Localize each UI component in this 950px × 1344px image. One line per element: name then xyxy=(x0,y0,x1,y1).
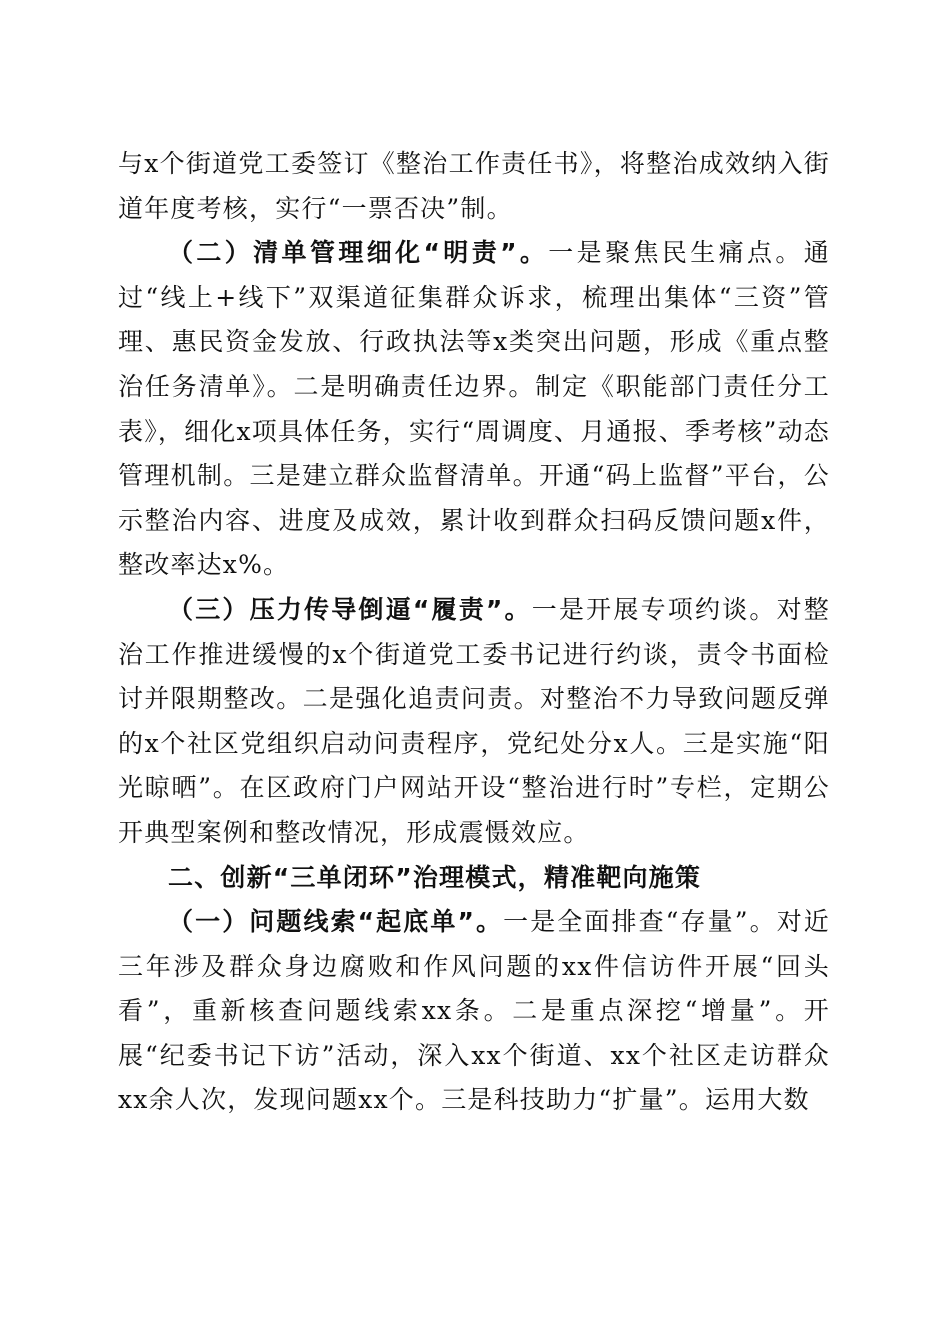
paragraph-text: 一是聚焦民生痛点。通过“线上+线下”双渠道征集群众诉求，梳理出集体“三资”管理、惠民资金发放、行政执法等x类突出问题，形成《重点整治任务清单》。二是明确责任边界。制定《职能部门责任分工表》，细化x项具体任务，实行“周调度、月通报、季考核”动态管理机制。三是建立群众监督清单。开通“码上监督”平台，公示整治内容、进度及成效，累计收到群众扫码反馈问题x件，整改率达x%。 xyxy=(118,238,830,580)
subheading-list-management: （二）清单管理细化“明责”。 xyxy=(168,238,549,268)
subheading-pressure-transfer: （三）压力传导倒逼“履责”。 xyxy=(168,594,532,624)
paragraph-problem-clues xyxy=(118,900,830,1123)
paragraph-list-management xyxy=(118,231,830,588)
paragraph-text: 一是开展专项约谈。对整治工作推进缓慢的x个街道党工委书记进行约谈，责令书面检讨并限期整改。二是强化追责问责。对整治不力导致问题反弹的x个社区党组织启动问责程序，党纪处分x人。三是实施“阳光晾晒”。在区政府门户网站开设“整治进行时”专栏，定期公开典型案例和整改情况，形成震慑效应。 xyxy=(118,594,831,847)
paragraph-text: 一是全面排查“存量”。对近三年涉及群众身边腐败和作风问题的xx件信访件开展“回头看”，重新核查问题线索xx条。二是重点深挖“增量”。开展“纪委书记下访”活动，深入xx个街道、xx个社区走访群众xx余人次，发现问题xx个。三是科技助力“扩量”。运用大数 xyxy=(118,907,830,1115)
paragraph-continuation xyxy=(118,142,830,231)
paragraph-pressure-transfer xyxy=(118,588,830,856)
section-heading: 二、创新“三单闭环”治理模式，精准靶向施策 xyxy=(168,862,702,892)
subheading-problem-clues: （一）问题线索“起底单”。 xyxy=(168,907,504,937)
paragraph-text: 与x个街道党工委签订《整治工作责任书》，将整治成效纳入街道年度考核，实行“一票否决”制。 xyxy=(118,149,830,223)
document-body xyxy=(118,142,830,1123)
